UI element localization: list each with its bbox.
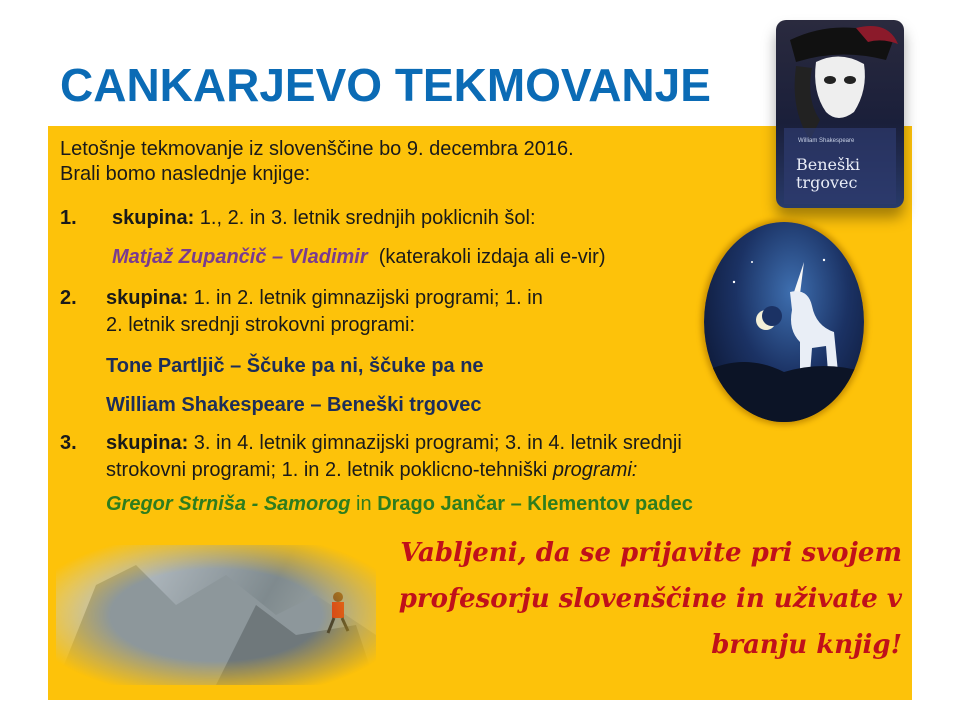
group-3-desc-2-italic: programi: [552, 459, 638, 481]
group-3-desc-2-line [106, 458, 637, 482]
group-3-number: 3. [60, 432, 77, 454]
group-3-label: skupina: [106, 432, 189, 454]
climber-shirt [332, 602, 344, 618]
group-2-book-1: Tone Partljič – Ščuke pa ni, ščuke pa ne [106, 355, 484, 377]
group-1-description [112, 206, 536, 230]
page-title: CANKARJEVO TEKMOVANJE [60, 59, 711, 111]
poster-title-line1: Beneški [796, 155, 861, 174]
group-1-book [112, 245, 606, 269]
white-mask [815, 56, 865, 118]
group-3-books [106, 492, 693, 516]
group-3-connector: in [350, 493, 378, 515]
star [751, 261, 753, 263]
intro-line-1: Letošnje tekmovanje iz slovenščine bo 9. decembra 2016. [60, 138, 574, 160]
group-1-number: 1. [60, 207, 77, 229]
poster-author: William Shakespeare [798, 138, 855, 144]
unicorn-illustration [704, 222, 864, 422]
group-2-book-2: William Shakespeare – Beneški trgovec [106, 394, 482, 416]
group-2-number: 2. [60, 287, 77, 309]
intro-line-2: Brali bomo naslednje knjige: [60, 163, 311, 185]
group-3-desc-2: strokovni programi; 1. in 2. letnik poklicno-tehniški [106, 459, 553, 481]
group-2-label: skupina: [106, 287, 189, 309]
group-3-book-1: Gregor Strniša - Samorog [106, 493, 351, 515]
unicorn-body [790, 291, 838, 374]
group-2-desc-2: 2. letnik srednji strokovni programi: [106, 314, 416, 336]
mask-eye-right [844, 76, 856, 84]
star [823, 259, 825, 261]
unicorn-horn [794, 262, 804, 294]
group-3-desc-1: 3. in 4. letnik gimnazijski programi; 3. in 4. letnik srednji [188, 432, 682, 454]
poster-illustration [776, 20, 904, 208]
mask-eye-left [824, 76, 836, 84]
moon-shadow [762, 306, 782, 326]
group-3-description [106, 431, 682, 455]
unicorn-image [704, 222, 864, 422]
climber-head [333, 592, 343, 602]
closing-invitation: Vabljeni, da se prijavite pri svojem profesorju slovenščine in uživate v branju knjig! [398, 538, 902, 660]
group-1-note: (katerakoli izdaja ali e-vir) [378, 246, 606, 268]
poster-title-line2: trgovec [796, 173, 858, 192]
group-2-description [106, 286, 543, 310]
group-1-book-title: Matjaž Zupančič – Vladimir [112, 246, 368, 268]
climber-illustration [56, 545, 376, 685]
rock-climber-image [56, 545, 376, 685]
group-3-book-2: Drago Jančar – Klementov padec [377, 493, 693, 515]
star [733, 281, 735, 283]
group-2-desc-1: 1. in 2. letnik gimnazijski programi; 1. in [188, 287, 543, 309]
group-1-label: skupina: [112, 207, 195, 229]
merchant-of-venice-poster-image [776, 20, 904, 208]
group-1-desc: 1., 2. in 3. letnik srednjih poklicnih šol: [194, 207, 536, 229]
